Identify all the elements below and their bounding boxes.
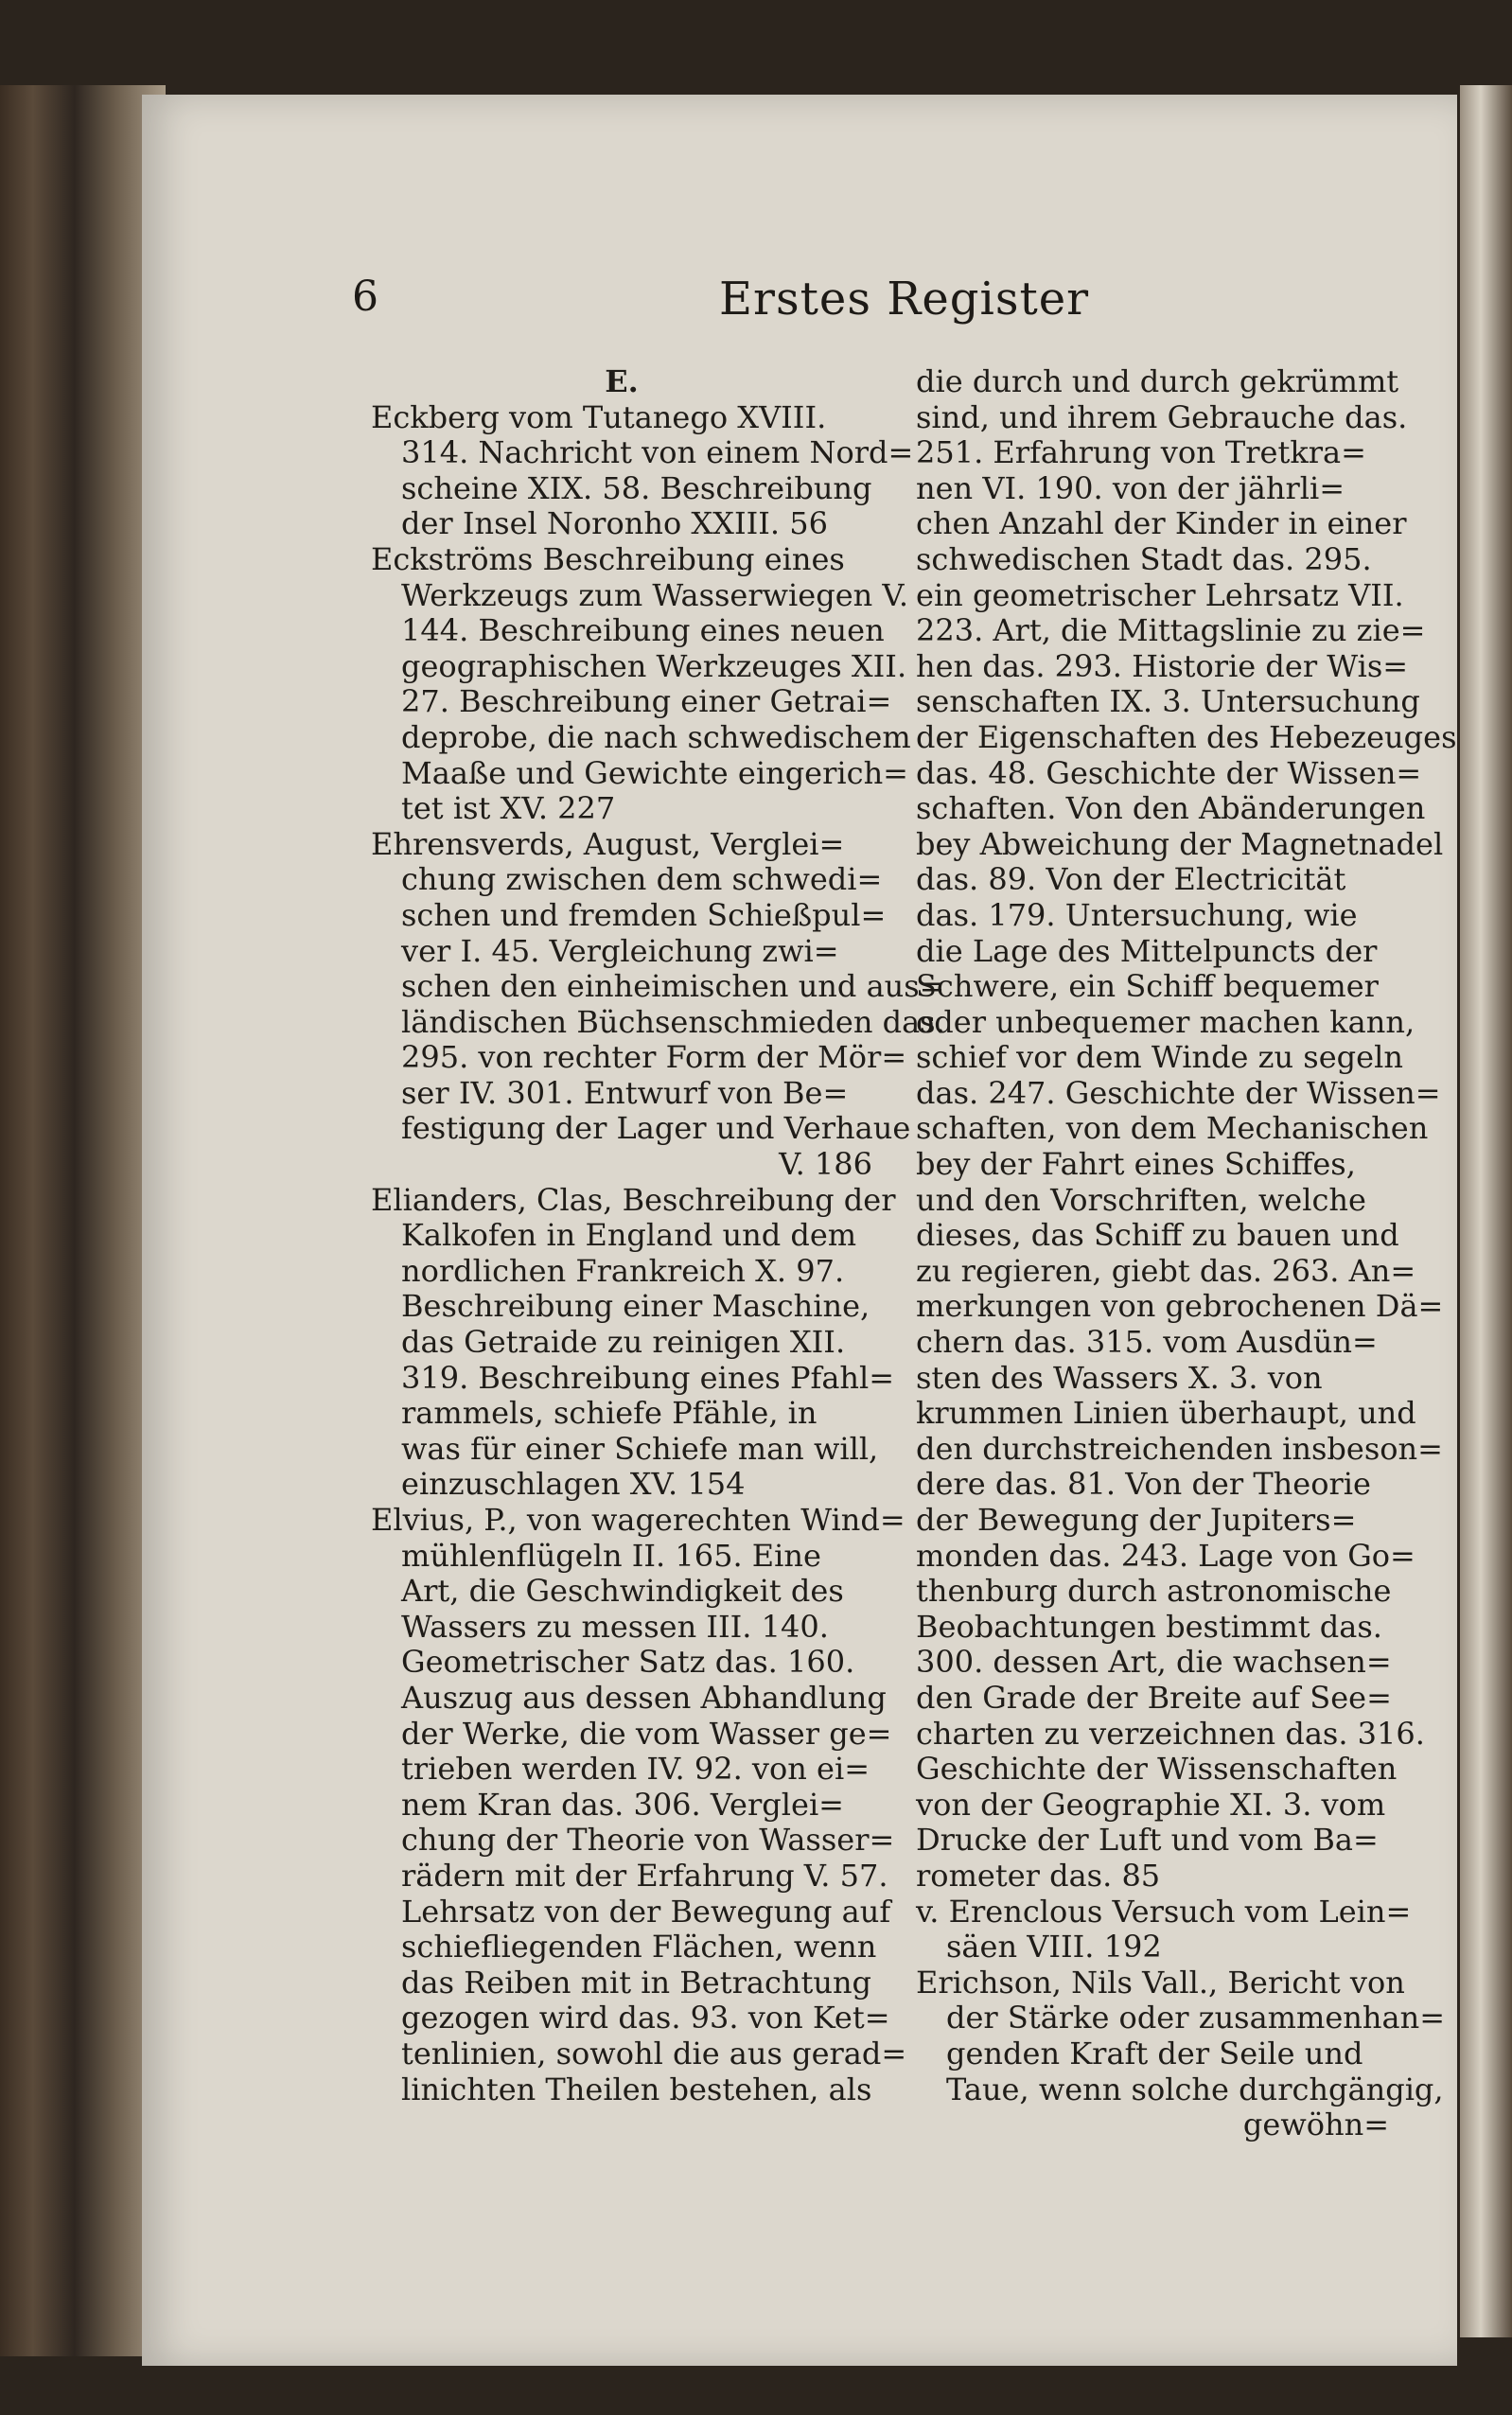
index-line: das. 179. Untersuchung, wie — [916, 896, 1358, 933]
index-line: 300. dessen Art, die wachsen= — [916, 1644, 1392, 1681]
index-line: schaften, von dem Mechanischen — [916, 1110, 1429, 1147]
index-line: das Reiben mit in Betrachtung — [401, 1964, 872, 2001]
index-line: gezogen wird das. 93. von Ket= — [401, 2000, 890, 2036]
index-line: tet ist XV. 227 — [401, 790, 616, 827]
index-line: der Eigenschaften des Hebezeuges — [916, 718, 1457, 755]
index-line: geographischen Werkzeuges XII. — [401, 647, 907, 684]
next-page-edge — [1460, 85, 1512, 2337]
index-line: Geometrischer Satz das. 160. — [401, 1644, 855, 1681]
index-line: monden das. 243. Lage von Go= — [916, 1537, 1415, 1574]
index-line: der Werke, die vom Wasser ge= — [401, 1715, 892, 1752]
index-line: chen Anzahl der Kinder in einer — [916, 505, 1407, 542]
index-line: zu regieren, giebt das. 263. An= — [916, 1252, 1416, 1289]
index-line: ver I. 45. Vergleichung zwi= — [401, 932, 839, 969]
index-line: 223. Art, die Mittagslinie zu zie= — [916, 612, 1426, 649]
index-line: Wassers zu messen III. 140. — [401, 1608, 829, 1645]
index-line: senschaften IX. 3. Untersuchung — [916, 683, 1420, 720]
index-line: das Getraide zu reinigen XII. — [401, 1324, 846, 1361]
index-line: deprobe, die nach schwedischem — [401, 718, 911, 755]
index-line: 314. Nachricht von einem Nord= — [401, 434, 914, 471]
index-line: 319. Beschreibung eines Pfahl= — [401, 1359, 895, 1396]
index-line: hen das. 293. Historie der Wis= — [916, 647, 1409, 684]
index-line: den durchstreichenden insbeson= — [916, 1430, 1443, 1467]
index-line: charten zu verzeichnen das. 316. — [916, 1715, 1425, 1752]
index-line: schaften. Von den Abänderungen — [916, 790, 1426, 827]
index-line: nordlichen Frankreich X. 97. — [401, 1252, 845, 1289]
index-line: schen und fremden Schießpul= — [401, 896, 887, 933]
index-line: rammels, schiefe Pfähle, in — [401, 1395, 818, 1432]
index-line: rädern mit der Erfahrung V. 57. — [401, 1857, 888, 1894]
index-line: Maaße und Gewichte eingerich= — [401, 754, 908, 791]
index-line: chung zwischen dem schwedi= — [401, 861, 883, 898]
index-line: chern das. 315. vom Ausdün= — [916, 1324, 1378, 1361]
index-line: ländischen Büchsenschmieden das. — [401, 1003, 945, 1040]
index-line: merkungen von gebrochenen Dä= — [916, 1288, 1444, 1325]
index-line: sind, und ihrem Gebrauche das. — [916, 398, 1408, 435]
index-line: linichten Theilen bestehen, als — [401, 2071, 872, 2107]
index-line: der Stärke oder zusammenhan= — [946, 2000, 1446, 2036]
index-line: Drucke der Luft und vom Ba= — [916, 1822, 1379, 1859]
index-line: schiefliegenden Flächen, wenn — [401, 1929, 877, 1965]
index-line: und den Vorschriften, welche — [916, 1181, 1366, 1218]
index-line: Kalkofen in England und dem — [401, 1217, 857, 1254]
index-line: 144. Beschreibung eines neuen — [401, 612, 885, 649]
index-line: der Insel Noronho XXIII. 56 — [401, 505, 828, 542]
index-line: das. 247. Geschichte der Wissen= — [916, 1074, 1441, 1111]
index-line: V. 186 — [779, 1146, 872, 1183]
index-line: schen den einheimischen und aus= — [401, 968, 945, 1005]
index-line: festigung der Lager und Verhaue — [401, 1110, 911, 1147]
index-line: chung der Theorie von Wasser= — [401, 1822, 895, 1859]
index-line: rometer das. 85 — [916, 1857, 1161, 1894]
index-line: schief vor dem Winde zu segeln — [916, 1039, 1403, 1076]
index-line: Eckberg vom Tutanego XVIII. — [371, 398, 827, 435]
index-line: genden Kraft der Seile und — [946, 2035, 1363, 2071]
index-line: scheine XIX. 58. Beschreibung — [401, 469, 872, 506]
page-number: 6 — [352, 273, 378, 321]
index-line: Eckströms Beschreibung eines — [371, 540, 845, 577]
index-line: 251. Erfahrung von Tretkra= — [916, 434, 1366, 471]
index-line: was für einer Schiefe man will, — [401, 1430, 879, 1467]
index-line: tenlinien, sowohl die aus gerad= — [401, 2035, 907, 2071]
index-line: Elianders, Clas, Beschreibung der — [371, 1181, 896, 1218]
index-line: ein geometrischer Lehrsatz VII. — [916, 576, 1404, 613]
index-line: sten des Wassers X. 3. von — [916, 1359, 1323, 1396]
index-line: Geschichte der Wissenschaften — [916, 1751, 1398, 1788]
book-binding — [0, 85, 166, 2356]
index-line: den Grade der Breite auf See= — [916, 1679, 1392, 1716]
index-line: die durch und durch gekrümmt — [916, 363, 1399, 399]
left-column — [371, 363, 945, 2107]
index-line: Elvius, P., von wagerechten Wind= — [371, 1502, 905, 1538]
index-line: v. Erenclous Versuch vom Lein= — [916, 1893, 1412, 1930]
index-line: Schwere, ein Schiff bequemer — [916, 968, 1379, 1005]
index-line: oder unbequemer machen kann, — [916, 1003, 1415, 1040]
index-line: dieses, das Schiff zu bauen und — [916, 1217, 1399, 1254]
index-line: säen VIII. 192 — [946, 1929, 1162, 1965]
index-line: der Bewegung der Jupiters= — [916, 1502, 1357, 1538]
index-line: E. — [605, 363, 639, 399]
index-line: schwedischen Stadt das. 295. — [916, 540, 1372, 577]
index-line: bey Abweichung der Magnetnadel — [916, 825, 1444, 862]
index-line: gewöhn= — [1242, 2107, 1389, 2143]
index-line: trieben werden IV. 92. von ei= — [401, 1751, 870, 1788]
index-line: ser IV. 301. Entwurf von Be= — [401, 1074, 849, 1111]
index-line: Werkzeugs zum Wasserwiegen V. — [401, 576, 909, 613]
right-column — [916, 363, 1457, 2143]
index-line: Erichson, Nils Vall., Bericht von — [916, 1964, 1405, 2001]
index-line: mühlenflügeln II. 165. Eine — [401, 1537, 821, 1574]
index-line: Lehrsatz von der Bewegung auf — [401, 1893, 891, 1930]
index-line: nem Kran das. 306. Verglei= — [401, 1786, 844, 1823]
index-line: krummen Linien überhaupt, und — [916, 1395, 1416, 1432]
index-line: 27. Beschreibung einer Getrai= — [401, 683, 892, 720]
index-line: Auszug aus dessen Abhandlung — [401, 1679, 887, 1716]
index-line: die Lage des Mittelpuncts der — [916, 932, 1378, 969]
index-line: thenburg durch astronomische — [916, 1573, 1392, 1610]
index-line: 295. von rechter Form der Mör= — [401, 1039, 907, 1076]
index-line: das. 48. Geschichte der Wissen= — [916, 754, 1422, 791]
index-line: Ehrensverds, August, Verglei= — [371, 825, 845, 862]
running-title: Erstes Register — [719, 273, 1090, 326]
index-line: Taue, wenn solche durchgängig, — [946, 2071, 1444, 2107]
index-line: das. 89. Von der Electricität — [916, 861, 1346, 898]
index-line: dere das. 81. Von der Theorie — [916, 1466, 1371, 1503]
index-line: einzuschlagen XV. 154 — [401, 1466, 746, 1503]
index-line: Beschreibung einer Maschine, — [401, 1288, 870, 1325]
index-line: Beobachtungen bestimmt das. — [916, 1608, 1382, 1645]
index-line: von der Geographie XI. 3. vom — [916, 1786, 1386, 1823]
index-line: Art, die Geschwindigkeit des — [401, 1573, 844, 1610]
index-line: nen VI. 190. von der jährli= — [916, 469, 1345, 506]
index-line: bey der Fahrt eines Schiffes, — [916, 1146, 1356, 1183]
